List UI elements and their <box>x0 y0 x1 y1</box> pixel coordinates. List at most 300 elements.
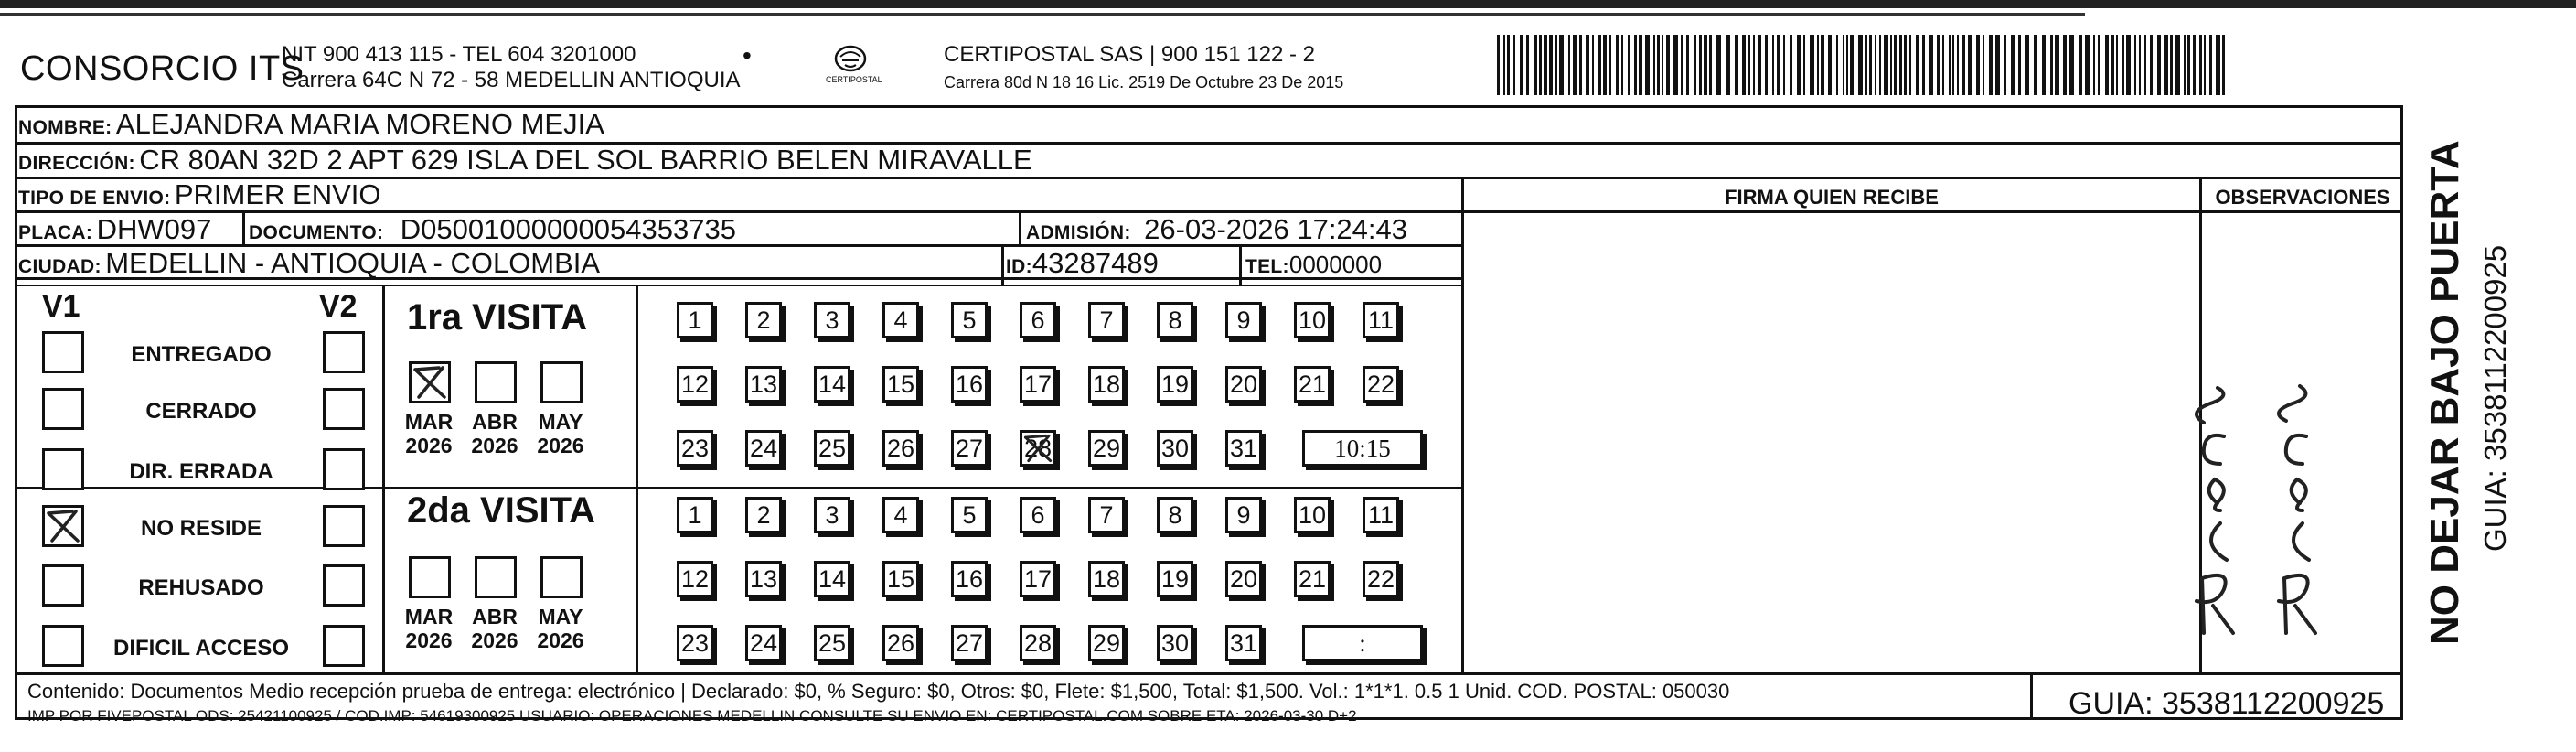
barcode-bar <box>2098 35 2100 95</box>
barcode-bar <box>1704 35 1707 95</box>
barcode-bar <box>2116 35 2118 95</box>
v1-checkbox[interactable] <box>42 448 84 490</box>
barcode-bar <box>1742 35 1746 95</box>
barcode-bar <box>1850 35 1854 95</box>
day-number: 23 <box>680 435 710 462</box>
day-box[interactable] <box>677 625 713 661</box>
day-number: 26 <box>886 435 915 462</box>
direccion-row <box>18 145 1032 174</box>
observaciones-header: OBSERVACIONES <box>2215 186 2390 209</box>
day-box[interactable] <box>745 430 782 467</box>
day-box[interactable] <box>882 561 919 597</box>
barcode-bar <box>2187 35 2190 95</box>
day-number: 1 <box>688 306 702 334</box>
barcode-bar <box>1803 35 1805 95</box>
top-border <box>0 0 2576 8</box>
month-label <box>396 605 462 653</box>
day-number: 24 <box>749 629 778 657</box>
tel-row <box>1245 252 1382 276</box>
barcode-bar <box>2139 35 2141 95</box>
day-number: 25 <box>818 435 847 462</box>
rule <box>382 285 385 672</box>
day-number: 7 <box>1099 306 1114 334</box>
day-box[interactable] <box>882 497 919 533</box>
day-box[interactable] <box>745 302 782 338</box>
rule <box>242 210 245 244</box>
barcode-bar <box>1821 35 1824 95</box>
firma-header: FIRMA QUIEN RECIBE <box>1725 186 1939 209</box>
time-value: 10:15 <box>1334 435 1391 462</box>
barcode-bar <box>1929 35 1933 95</box>
day-box[interactable] <box>1088 561 1125 597</box>
day-box[interactable] <box>1088 366 1125 403</box>
month-label <box>528 410 593 458</box>
month-name: MAY <box>538 410 583 434</box>
v1-checkbox[interactable] <box>42 388 84 430</box>
day-number: 4 <box>893 306 908 334</box>
month-year: 2026 <box>471 434 518 458</box>
day-box[interactable] <box>1088 625 1125 661</box>
day-number: 26 <box>886 629 915 657</box>
barcode-bar <box>1662 35 1663 95</box>
barcode-bar <box>1858 35 1863 95</box>
day-number: 28 <box>1023 629 1053 657</box>
visit-2-title: 2da VISITA <box>407 490 595 531</box>
day-box[interactable] <box>1157 497 1193 533</box>
documento-label: DOCUMENTO: <box>249 222 384 243</box>
day-box[interactable] <box>1294 302 1331 338</box>
day-box[interactable] <box>1020 625 1056 661</box>
rule <box>1461 177 1464 672</box>
barcode-bar <box>1884 35 1888 95</box>
id-label: ID: <box>1006 256 1032 277</box>
barcode-bar <box>1952 35 1954 95</box>
day-number: 19 <box>1160 371 1190 398</box>
day-number: 21 <box>1298 371 1327 398</box>
barcode-bar <box>1709 35 1712 95</box>
day-box[interactable] <box>677 430 713 467</box>
day-box[interactable] <box>1225 497 1262 533</box>
warning-vertical: NO DEJAR BAJO PUERTA <box>2422 140 2467 645</box>
day-box[interactable] <box>1225 561 1262 597</box>
barcode-bar <box>2216 35 2220 95</box>
barcode-bar <box>2134 35 2136 95</box>
status-label: DIFICIL ACCESO <box>112 636 289 661</box>
barcode-bar <box>2157 35 2161 95</box>
barcode-bar <box>1865 35 1867 95</box>
v2-checkbox[interactable] <box>323 448 365 490</box>
barcode-bar <box>2050 35 2053 95</box>
day-box[interactable] <box>1363 366 1399 403</box>
day-number: 14 <box>818 565 847 593</box>
barcode-bar <box>1681 35 1683 95</box>
day-number: 17 <box>1023 565 1053 593</box>
barcode-bar <box>1748 35 1750 95</box>
day-number: 23 <box>680 629 710 657</box>
barcode-bar <box>2150 35 2153 95</box>
month-year: 2026 <box>405 628 453 653</box>
day-number: 17 <box>1023 371 1053 398</box>
day-number: 5 <box>962 501 977 529</box>
barcode-bar <box>2079 35 2082 95</box>
day-box[interactable] <box>1020 497 1056 533</box>
barcode-bar <box>1772 35 1774 95</box>
barcode-bar <box>2011 35 2015 95</box>
status-label: CERRADO <box>145 399 257 424</box>
rule <box>1019 210 1021 244</box>
rule <box>15 285 1461 286</box>
barcode-bar <box>1634 35 1637 95</box>
v2-checkbox[interactable] <box>323 564 365 607</box>
month-checkbox[interactable] <box>540 361 583 403</box>
barcode-bar <box>2025 35 2029 95</box>
barcode-bar <box>2063 35 2067 95</box>
day-box[interactable] <box>814 561 850 597</box>
day-number: 8 <box>1168 501 1182 529</box>
day-box[interactable] <box>1225 430 1262 467</box>
rule <box>15 672 2403 675</box>
day-number: 9 <box>1236 501 1251 529</box>
barcode-bar <box>1949 35 1951 95</box>
barcode-bar <box>1909 35 1911 95</box>
barcode-bar <box>1694 35 1696 95</box>
barcode-bar <box>1666 35 1670 95</box>
day-number: 18 <box>1092 565 1121 593</box>
month-year: 2026 <box>471 628 518 653</box>
barcode-bar <box>1790 35 1792 95</box>
barcode-bar <box>1904 35 1907 95</box>
tipo-label: TIPO DE ENVIO: <box>18 188 171 209</box>
company-name: CONSORCIO ITS <box>20 49 305 88</box>
day-box[interactable] <box>1225 366 1262 403</box>
barcode-bar <box>1828 35 1832 95</box>
day-box[interactable] <box>814 302 850 338</box>
month-name: MAR <box>404 605 454 628</box>
time-box[interactable] <box>1302 625 1423 661</box>
barcode-bar <box>1673 35 1678 95</box>
day-box[interactable] <box>1157 302 1193 338</box>
nombre-value: ALEJANDRA MARIA MORENO MEJIA <box>115 108 604 140</box>
day-box[interactable] <box>882 366 919 403</box>
day-number: 22 <box>1366 565 1395 593</box>
day-number: 7 <box>1099 501 1114 529</box>
day-box[interactable] <box>1225 302 1262 338</box>
barcode-bar <box>1810 35 1814 95</box>
tel-label: TEL: <box>1245 256 1289 277</box>
nombre-row <box>18 110 604 138</box>
day-box[interactable] <box>745 561 782 597</box>
barcode-bar <box>1598 35 1601 95</box>
barcode-bar <box>1621 35 1623 95</box>
day-number: 20 <box>1229 565 1258 593</box>
day-box[interactable] <box>1225 625 1262 661</box>
barcode-bar <box>1513 35 1515 95</box>
v2-checkbox[interactable] <box>323 505 365 547</box>
barcode-bar <box>1968 35 1972 95</box>
day-box[interactable] <box>951 497 988 533</box>
day-number: 18 <box>1092 371 1121 398</box>
ciudad-value: MEDELLIN - ANTIOQUIA - COLOMBIA <box>105 247 601 279</box>
day-box[interactable] <box>882 302 919 338</box>
barcode-bar <box>1507 35 1510 95</box>
status-label: DIR. ERRADA <box>129 459 273 484</box>
v2-checkbox[interactable] <box>323 625 365 667</box>
barcode-bar <box>2184 35 2186 95</box>
barcode-bar <box>1503 35 1505 95</box>
day-box[interactable] <box>677 561 713 597</box>
day-number: 15 <box>886 371 915 398</box>
day-box[interactable] <box>882 625 919 661</box>
day-number: 30 <box>1160 435 1190 462</box>
barcode-bar <box>2055 35 2059 95</box>
day-number: 1 <box>688 501 702 529</box>
day-number: 3 <box>825 306 839 334</box>
rule <box>1001 244 1004 285</box>
day-box[interactable] <box>814 625 850 661</box>
rule <box>1239 244 1242 285</box>
day-number: 12 <box>680 565 710 593</box>
day-box[interactable] <box>1157 430 1193 467</box>
barcode-bar <box>1817 35 1819 95</box>
check-mark-icon <box>45 508 81 544</box>
direccion-label: DIRECCIÓN: <box>18 153 135 174</box>
v1-checkbox[interactable] <box>42 331 84 373</box>
day-box[interactable] <box>951 430 988 467</box>
tipo-value: PRIMER ENVIO <box>174 178 381 210</box>
day-box[interactable] <box>1157 625 1193 661</box>
day-box[interactable] <box>745 625 782 661</box>
day-box[interactable] <box>1363 561 1399 597</box>
barcode-bar <box>1497 35 1500 95</box>
v2-checkbox[interactable] <box>323 388 365 430</box>
day-box[interactable] <box>1294 561 1331 597</box>
day-number: 29 <box>1092 629 1121 657</box>
time-box[interactable] <box>1302 430 1423 467</box>
day-box[interactable] <box>1088 302 1125 338</box>
tipo-row <box>18 180 381 209</box>
barcode-bar <box>2105 35 2109 95</box>
barcode-bar <box>1609 35 1611 95</box>
day-number: 15 <box>886 565 915 593</box>
barcode-bar <box>2111 35 2114 95</box>
barcode-bar <box>1573 35 1577 95</box>
admision-label: ADMISIÓN: <box>1026 222 1131 243</box>
month-label <box>396 410 462 458</box>
barcode-bar <box>1716 35 1721 95</box>
month-checkbox[interactable] <box>409 556 451 598</box>
day-number: 9 <box>1236 306 1251 334</box>
month-label <box>462 605 528 653</box>
day-box[interactable] <box>1088 497 1125 533</box>
barcode-bar <box>1942 35 1944 95</box>
barcode-bar <box>2122 35 2124 95</box>
barcode-bar <box>1995 35 2000 95</box>
day-number: 3 <box>825 501 839 529</box>
day-number: 20 <box>1229 371 1258 398</box>
barcode-bar <box>1976 35 1980 95</box>
barcode-bar <box>1890 35 1892 95</box>
day-box[interactable] <box>814 430 850 467</box>
month-label <box>528 605 593 653</box>
day-number: 2 <box>756 501 771 529</box>
barcode-bar <box>1539 35 1542 95</box>
day-number: 12 <box>680 371 710 398</box>
day-number: 30 <box>1160 629 1190 657</box>
month-name: MAY <box>538 605 583 628</box>
barcode-bar <box>1879 35 1881 95</box>
day-box[interactable] <box>1294 366 1331 403</box>
day-number: 11 <box>1367 501 1395 529</box>
day-box[interactable] <box>745 366 782 403</box>
handwritten-signature <box>2176 304 2341 651</box>
time-value: : <box>1359 629 1366 657</box>
certipostal-line: CERTIPOSTAL SAS | 900 151 122 - 2 <box>944 42 1315 67</box>
admision-value: 26-03-2026 17:24:43 <box>1144 213 1408 245</box>
day-box[interactable] <box>1294 497 1331 533</box>
day-box[interactable] <box>951 625 988 661</box>
barcode-bar <box>1777 35 1780 95</box>
day-box[interactable] <box>951 561 988 597</box>
day-box[interactable] <box>1157 366 1193 403</box>
status-label: NO RESIDE <box>140 516 262 541</box>
day-number: 28 <box>1023 435 1053 462</box>
barcode <box>1497 35 2226 95</box>
barcode-bar <box>1639 35 1642 95</box>
day-number: 16 <box>955 371 984 398</box>
rule <box>1461 210 2403 213</box>
barcode-bar <box>1875 35 1876 95</box>
barcode-bar <box>1628 35 1630 95</box>
day-number: 19 <box>1160 565 1190 593</box>
day-box[interactable] <box>677 497 713 533</box>
barcode-bar <box>1653 35 1655 95</box>
month-name: MAR <box>404 410 454 434</box>
day-box[interactable] <box>677 366 713 403</box>
day-number: 31 <box>1229 629 1258 657</box>
day-box[interactable] <box>1363 302 1399 338</box>
company-address: Carrera 64C N 72 - 58 MEDELLIN ANTIOQUIA <box>282 68 741 92</box>
day-box[interactable] <box>1020 561 1056 597</box>
ciudad-row <box>18 249 600 277</box>
day-box[interactable] <box>745 497 782 533</box>
barcode-bar <box>1579 35 1582 95</box>
certipostal-address: Carrera 80d N 18 16 Lic. 2519 De Octubre 23 De 2015 <box>944 73 1344 91</box>
barcode-bar <box>1534 35 1537 95</box>
barcode-bar <box>1916 35 1919 95</box>
day-number: 11 <box>1367 306 1395 334</box>
rule <box>2030 672 2033 720</box>
id-value: 43287489 <box>1031 247 1159 279</box>
barcode-bar <box>2042 35 2046 95</box>
day-number: 2 <box>756 306 771 334</box>
barcode-bar <box>1836 35 1838 95</box>
day-box[interactable] <box>951 366 988 403</box>
day-box[interactable] <box>814 497 850 533</box>
barcode-bar <box>1962 35 1965 95</box>
v2-header: V2 <box>319 289 358 324</box>
barcode-bar <box>1937 35 1940 95</box>
barcode-bar <box>1555 35 1557 95</box>
barcode-bar <box>1765 35 1768 95</box>
barcode-bar <box>2204 35 2206 95</box>
company-nit: NIT 900 413 115 - TEL 604 3201000 <box>282 42 636 67</box>
barcode-bar <box>1869 35 1872 95</box>
barcode-bar <box>2069 35 2074 95</box>
barcode-bar <box>1686 35 1689 95</box>
day-number: 25 <box>818 629 847 657</box>
v1-header: V1 <box>42 289 80 324</box>
guia-vertical: GUIA: 3538112200925 <box>2478 244 2512 552</box>
month-year: 2026 <box>537 434 584 458</box>
day-box[interactable] <box>814 366 850 403</box>
id-row <box>1006 249 1159 277</box>
day-number: 29 <box>1092 435 1121 462</box>
check-mark-icon <box>1022 433 1053 464</box>
month-year: 2026 <box>537 628 584 653</box>
day-box[interactable] <box>1363 497 1399 533</box>
day-number: 21 <box>1298 565 1327 593</box>
month-checkbox[interactable] <box>540 556 583 598</box>
day-box[interactable] <box>1020 366 1056 403</box>
day-box[interactable] <box>1088 430 1125 467</box>
v2-checkbox[interactable] <box>323 331 365 373</box>
barcode-bar <box>1899 35 1902 95</box>
day-number: 16 <box>955 565 984 593</box>
barcode-bar <box>2034 35 2037 95</box>
day-box[interactable] <box>951 302 988 338</box>
v1-checkbox[interactable] <box>42 564 84 607</box>
month-checkbox[interactable] <box>475 556 517 598</box>
barcode-bar <box>2004 35 2006 95</box>
day-number: 4 <box>893 501 908 529</box>
day-number: 13 <box>749 371 778 398</box>
day-number: 10 <box>1298 306 1327 334</box>
day-number: 24 <box>749 435 778 462</box>
barcode-bar <box>1753 35 1755 95</box>
status-label: ENTREGADO <box>131 342 272 367</box>
barcode-bar <box>1549 35 1553 95</box>
barcode-bar <box>1783 35 1785 95</box>
day-box[interactable] <box>882 430 919 467</box>
month-checkbox[interactable] <box>409 361 451 403</box>
barcode-bar <box>1758 35 1761 95</box>
month-checkbox[interactable] <box>475 361 517 403</box>
barcode-bar <box>1989 35 1993 95</box>
documento-row <box>249 215 736 243</box>
month-name: ABR <box>472 410 518 434</box>
barcode-bar <box>1735 35 1738 95</box>
barcode-bar <box>1922 35 1925 95</box>
day-box[interactable] <box>1020 302 1056 338</box>
barcode-bar <box>2093 35 2095 95</box>
day-box[interactable] <box>1020 430 1056 467</box>
v1-checkbox[interactable] <box>42 625 84 667</box>
v1-checkbox[interactable] <box>42 505 84 547</box>
barcode-bar <box>2018 35 2021 95</box>
barcode-bar <box>2209 35 2212 95</box>
day-number: 6 <box>1031 306 1045 334</box>
day-number: 14 <box>818 371 847 398</box>
barcode-bar <box>2144 35 2146 95</box>
day-box[interactable] <box>677 302 713 338</box>
day-number: 6 <box>1031 501 1045 529</box>
barcode-bar <box>2164 35 2168 95</box>
barcode-bar <box>2193 35 2196 95</box>
day-box[interactable] <box>1157 561 1193 597</box>
barcode-bar <box>1520 35 1523 95</box>
barcode-bar <box>1568 35 1570 95</box>
barcode-bar <box>1846 35 1848 95</box>
